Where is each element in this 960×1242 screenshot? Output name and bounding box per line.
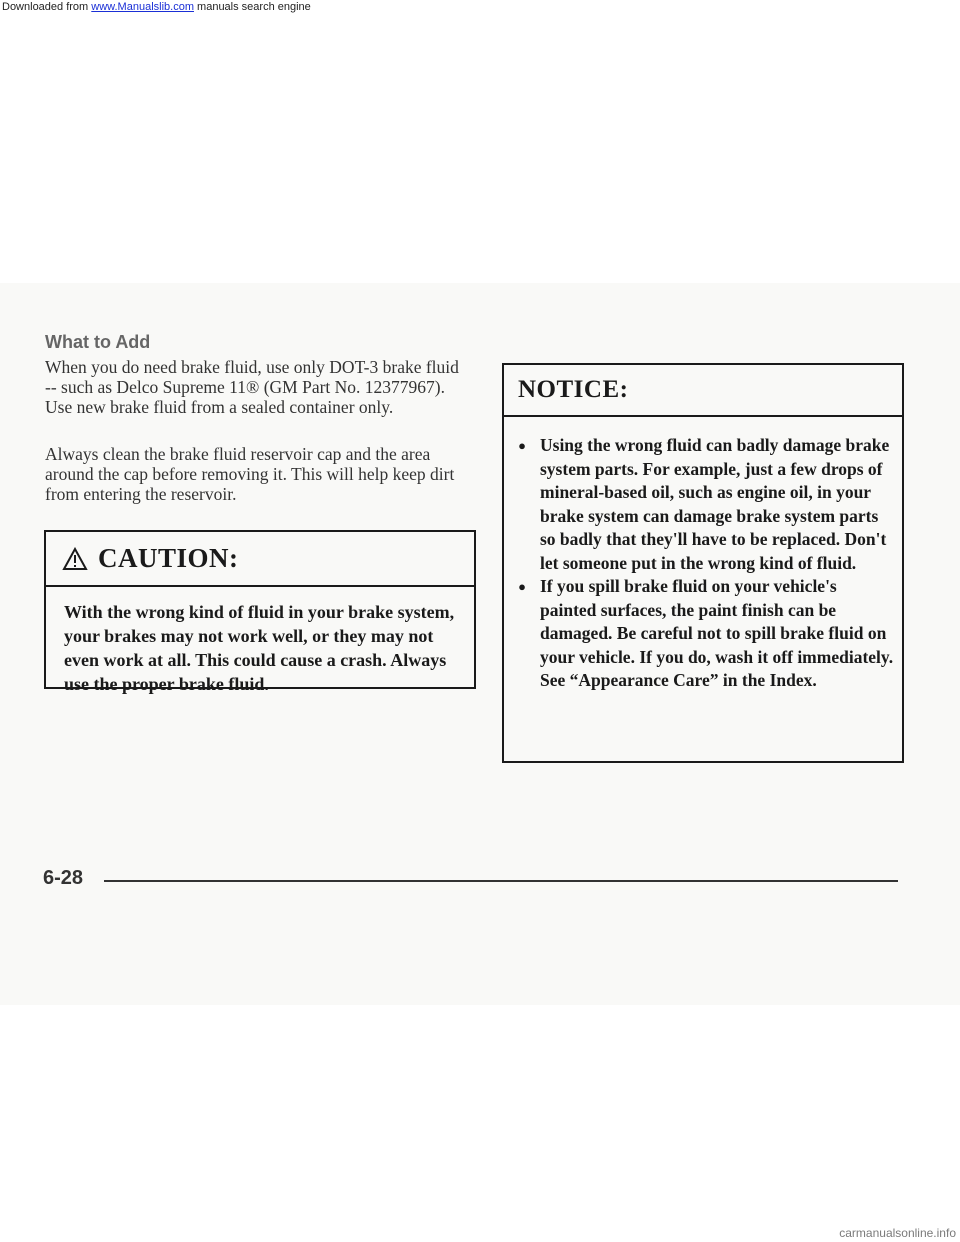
list-item [504,434,894,575]
caution-header [46,532,474,587]
download-source-banner [2,1,311,13]
banner-suffix: manuals search engine [193,1,311,13]
list-item [504,575,894,693]
notice-box [502,363,904,763]
section-heading: What to Add [45,332,151,352]
banner-prefix: Downloaded from [2,1,92,13]
caution-box [44,530,476,694]
page-number: 6-28 [43,867,84,889]
notice-list [504,417,902,693]
caution-text: With the wrong kind of fluid in your brake system, your brakes may not work well, or they may not even work at all. This could cause a crash. Always use the proper brake fluid. [64,602,455,694]
manual-page [0,283,960,1005]
bullet-icon: ● [518,579,526,594]
watermark-text: carmanualsonline.info [839,1226,956,1240]
reservoir-paragraph: Always clean the brake fluid reservoir cap and the area around the cap before removing it. This will help keep dirt from entering the reservoir. [45,444,455,504]
notice-item-text: If you spill brake fluid on your vehicle's painted surfaces, the paint finish can be damaged. Be careful not to spill brake fluid on your vehicle. If you do, wash it off immediately. See “Appearance Care” in the Index. [540,576,894,690]
footer-rule [104,880,898,882]
notice-title: NOTICE: [518,376,629,403]
bullet-icon: ● [518,438,526,453]
warning-triangle-icon [62,547,88,571]
caution-title: CAUTION: [98,543,239,573]
notice-header [504,365,902,417]
manualslib-link[interactable]: www.Manualslib.com [91,1,194,13]
brake-fluid-paragraph: When you do need brake fluid, use only DOT-3 brake fluid -- such as Delco Supreme 11® (GM Part No. 12377967). Use new brake fluid from a sealed container only. [45,357,459,417]
notice-item-text: Using the wrong fluid can badly damage brake system parts. For example, just a few drops of mineral-based oil, such as engine oil, in your brake system can damage brake system parts so badly that they'll have to be replaced. Don't let someone put in the wrong kind of fluid. [540,435,890,573]
